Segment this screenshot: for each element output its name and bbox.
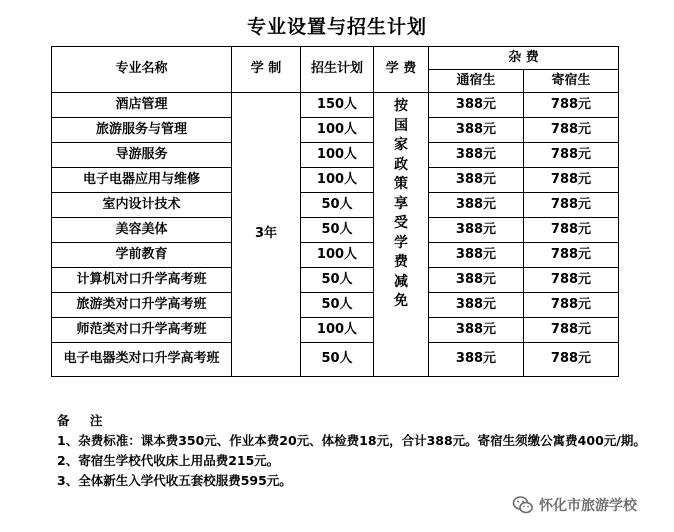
boarding-student-fee: 788元	[524, 93, 619, 118]
enroll-plan: 100人	[301, 243, 374, 268]
tuition-policy-char: 按	[394, 98, 408, 114]
enroll-plan: 50人	[301, 218, 374, 243]
table-row	[52, 293, 619, 318]
table-row	[52, 168, 619, 193]
major-name: 美容美体	[52, 218, 232, 243]
day-student-fee: 388元	[429, 118, 524, 143]
notes-label: 备 注	[57, 413, 111, 428]
day-student-fee: 388元	[429, 293, 524, 318]
boarding-student-fee: 788元	[524, 243, 619, 268]
boarding-student-fee: 788元	[524, 193, 619, 218]
wechat-watermark	[512, 492, 672, 518]
table-row	[52, 93, 619, 118]
header-major: 专业名称	[52, 47, 232, 93]
duration-value: 3年	[232, 93, 301, 377]
tuition-policy-char: 政	[394, 156, 408, 173]
table-row	[52, 193, 619, 218]
enroll-plan: 150人	[301, 93, 374, 118]
boarding-student-fee: 788元	[524, 118, 619, 143]
day-student-fee: 388元	[429, 218, 524, 243]
major-name: 电子电器应用与维修	[52, 168, 232, 193]
enroll-plan: 50人	[301, 193, 374, 218]
enroll-plan: 50人	[301, 293, 374, 318]
enroll-plan: 100人	[301, 143, 374, 168]
page-title: 专业设置与招生计划	[246, 16, 427, 38]
tuition-policy-char: 免	[394, 293, 408, 309]
boarding-student-fee: 788元	[524, 218, 619, 243]
header-boarding-student: 寄宿生	[524, 70, 619, 93]
day-student-fee: 388元	[429, 193, 524, 218]
table-row	[52, 118, 619, 143]
tuition-policy-char: 国	[394, 117, 408, 134]
boarding-student-fee: 788元	[524, 318, 619, 343]
day-student-fee: 388元	[429, 268, 524, 293]
tuition-policy-char: 受	[394, 215, 408, 231]
table-row	[52, 318, 619, 343]
boarding-student-fee: 788元	[524, 168, 619, 193]
header-misc-fees: 杂 费	[429, 47, 619, 70]
table-row	[52, 243, 619, 268]
major-name: 师范类对口升学高考班	[52, 318, 232, 343]
major-name: 室内设计技术	[52, 193, 232, 218]
table-row	[52, 218, 619, 243]
major-name: 旅游服务与管理	[52, 118, 232, 143]
day-student-fee: 388元	[429, 168, 524, 193]
tuition-policy-char: 费	[394, 254, 408, 270]
enroll-plan: 100人	[301, 118, 374, 143]
tuition-policy-char: 策	[394, 176, 408, 192]
major-name: 导游服务	[52, 143, 232, 168]
enroll-plan: 100人	[301, 168, 374, 193]
day-student-fee: 388元	[429, 93, 524, 118]
table-row	[52, 343, 619, 377]
tuition-policy	[374, 93, 429, 377]
note-item: 3、全体新生入学代收五套校服费595元。	[57, 473, 292, 488]
tuition-policy-char: 享	[394, 195, 408, 212]
major-name: 学前教育	[52, 243, 232, 268]
enrollment-table	[51, 46, 619, 377]
tuition-policy-char: 减	[394, 273, 408, 290]
day-student-fee: 388元	[429, 243, 524, 268]
notes-section	[57, 411, 657, 491]
enroll-plan: 100人	[301, 318, 374, 343]
day-student-fee: 388元	[429, 318, 524, 343]
header-tuition: 学 费	[374, 47, 429, 93]
header-enroll-plan: 招生计划	[301, 47, 374, 93]
table-row	[52, 268, 619, 293]
header-day-student: 通宿生	[429, 70, 524, 93]
major-name: 电子电器类对口升学高考班	[52, 343, 232, 377]
boarding-student-fee: 788元	[524, 293, 619, 318]
enroll-plan: 50人	[301, 343, 374, 377]
enroll-plan: 50人	[301, 268, 374, 293]
note-item: 1、杂费标准：课本费350元、作业本费20元、体检费18元，合计388元。寄宿生须缴公寓费400元/期。	[57, 433, 646, 448]
note-item: 2、寄宿生学校代收床上用品费215元。	[57, 453, 280, 468]
watermark-text: 怀化市旅游学校	[539, 498, 637, 514]
boarding-student-fee: 788元	[524, 268, 619, 293]
day-student-fee: 388元	[429, 343, 524, 377]
major-name: 计算机对口升学高考班	[52, 268, 232, 293]
tuition-policy-char: 家	[394, 137, 408, 153]
wechat-icon	[512, 495, 534, 515]
day-student-fee: 388元	[429, 143, 524, 168]
header-duration: 学 制	[232, 47, 301, 93]
table-row	[52, 143, 619, 168]
major-name: 旅游类对口升学高考班	[52, 293, 232, 318]
boarding-student-fee: 788元	[524, 343, 619, 377]
major-name: 酒店管理	[52, 93, 232, 118]
boarding-student-fee: 788元	[524, 143, 619, 168]
tuition-policy-char: 学	[394, 234, 408, 251]
